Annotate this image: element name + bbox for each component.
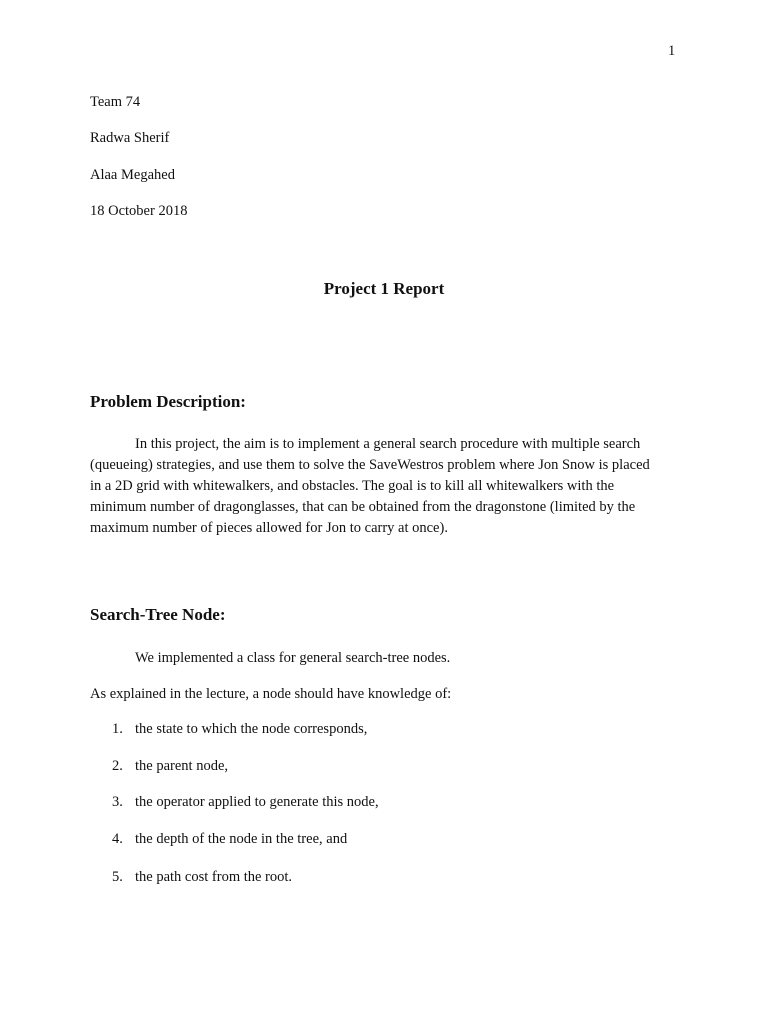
list-item-number: 4. [112,831,123,847]
author-name-1: Radwa Sherif [90,130,170,146]
report-title: Project 1 Report [323,279,445,298]
node-class-paragraph: We implemented a class for general search-tree nodes. [135,650,451,666]
list-item: the depth of the node in the tree, and [135,831,348,847]
list-item: the parent node, [135,758,229,774]
problem-description-paragraph [90,434,686,539]
paragraph-line: in a 2D grid with whitewalkers, and obstacles. The goal is to kill all whitewalkers with the [90,478,615,494]
list-item: the operator applied to generate this node, [135,794,379,810]
search-tree-node-heading: Search-Tree Node: [90,605,226,624]
team-name: Team 74 [90,94,141,110]
list-item-number: 3. [112,794,123,810]
paragraph-line: minimum number of dragonglasses, that can be obtained from the dragonstone (limited by the [90,499,636,515]
list-item-number: 1. [112,721,123,737]
list-item: the state to which the node corresponds, [135,721,368,737]
problem-description-heading: Problem Description: [90,392,246,411]
report-date: 18 October 2018 [90,203,188,219]
author-name-2: Alaa Megahed [90,167,175,183]
list-item: the path cost from the root. [135,869,293,885]
node-knowledge-intro: As explained in the lecture, a node should have knowledge of: [90,686,452,702]
list-item-number: 2. [112,758,123,774]
paragraph-line: In this project, the aim is to implement a general search procedure with multiple search [135,436,641,452]
paragraph-line: maximum number of pieces allowed for Jon to carry at once). [90,520,448,536]
page-number: 1 [668,43,676,59]
paragraph-line: (queueing) strategies, and use them to solve the SaveWestros problem where Jon Snow is placed [90,457,650,473]
list-item-number: 5. [112,869,123,885]
